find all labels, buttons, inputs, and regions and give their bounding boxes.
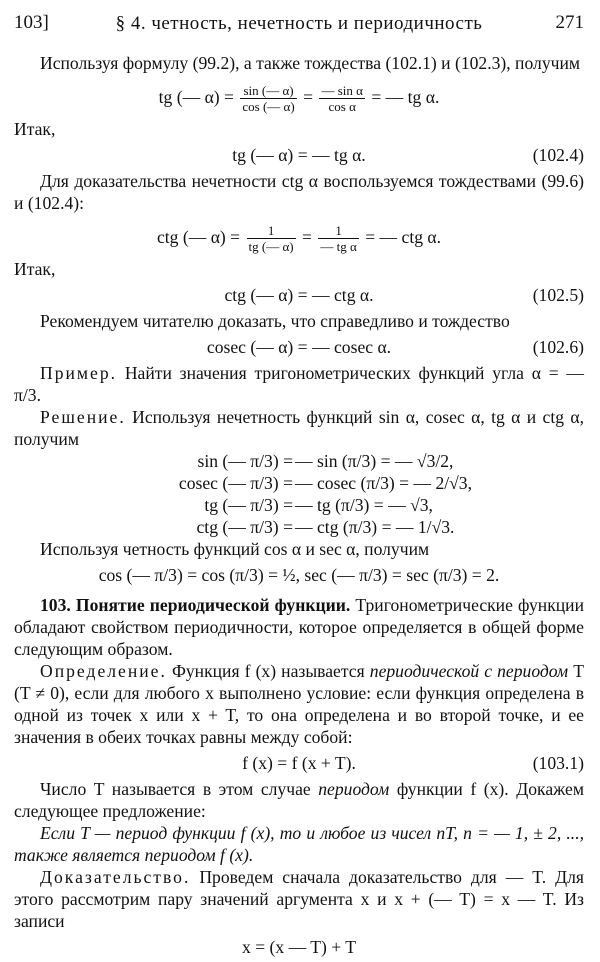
text-itak: Итак,	[14, 119, 56, 139]
paragraph-ctg: Для доказательства нечетности ctg α воспользуемся тождествами (99.6) и (102.4):	[14, 171, 584, 213]
page-number-right: 271	[555, 12, 584, 33]
example-label: Пример.	[40, 363, 118, 383]
paragraph-proof: Доказательство. Проведем сначала доказательство для — T. Для этого рассмотрим пару значений аргумента x и x + (— T) = x — T. Из записи	[14, 867, 584, 931]
paragraph-period: Число T называется в этом случае периодом функции f (x). Докажем следующее предложение:	[14, 779, 584, 821]
equation-cos-sec: cos (— π/3) = cos (π/3) = ½, sec (— π/3) = sec (π/3) = 2.	[98, 565, 500, 585]
eq-rhs: = — ctg α.	[365, 227, 442, 247]
section-103: 103. Понятие периодической функции. Тригонометрические функции обладают свойством периодичности, которое определяется в общей форме следующим образом.	[14, 595, 584, 659]
section-heading: § 4. четность, нечетность и периодичность	[115, 13, 483, 34]
paragraph-example: Пример. Найти значения тригонометрических функций угла α = — π/3.	[14, 363, 584, 405]
equation-number: (102.4)	[532, 145, 584, 165]
paragraph-solution: Решение. Используя нечетность функций sin α, cosec α, tg α и ctg α, получим	[14, 407, 584, 449]
emphasis: периодом	[318, 779, 390, 799]
equation-103-1: f (x) = f (x + T). (103.1)	[14, 748, 584, 778]
example-values	[14, 450, 584, 538]
page-number-left: 103]	[14, 12, 49, 33]
equation-102-5: ctg (— α) = — ctg α. (102.5)	[14, 280, 584, 310]
equation-number: (103.1)	[532, 753, 584, 773]
example-line: ctg (— π/3) = — ctg (π/3) = — 1/√3.	[196, 517, 455, 537]
paragraph-intro: Используя формулу (99.2), а также тождества (102.1) и (102.3), получим	[40, 53, 581, 73]
equation-number: (102.5)	[532, 285, 584, 305]
page-body	[14, 52, 584, 962]
eq-lhs: ctg (— α) =	[156, 227, 241, 247]
page-header	[14, 12, 584, 38]
eq-lhs: tg (— α) =	[158, 87, 234, 107]
eq-sign: =	[303, 87, 314, 107]
example-line: tg (— π/3) = — tg (π/3) = — √3,	[204, 495, 433, 515]
section-title: 103. Понятие периодической функции.	[40, 595, 351, 615]
example-line: sin (— π/3) = — sin (π/3) = — √3/2,	[197, 451, 454, 471]
definition-label: Определение.	[40, 661, 167, 681]
solution-label: Решение.	[40, 407, 126, 427]
fraction: $\frac{1}{\text{— tg α}}$	[320, 223, 357, 255]
proof-label: Доказательство.	[40, 867, 191, 887]
fraction: $\frac{1}{tg (— \alpha)}$	[248, 223, 294, 255]
paragraph-recommend: Рекомендуем читателю доказать, что справедливо и тождество	[40, 311, 510, 331]
proposition: Если T — период функции f (x), то и любое из чисел nT, n = — 1, ± 2, ..., также является периодом f (x).	[14, 823, 584, 865]
emphasis: периодической с периодом	[369, 661, 569, 681]
example-line: cosec (— π/3) = — cosec (π/3) = — 2/√3,	[178, 473, 472, 493]
equation-tg-odd	[14, 74, 584, 118]
fraction: $\frac{\text{— sin α}}{\text{cos α}}$	[321, 83, 363, 115]
equation-102-6: cosec (— α) = — cosec α. (102.6)	[14, 332, 584, 362]
eq-rhs: = — tg α.	[371, 87, 440, 107]
paragraph-definition: Определение. Функция f (x) называется периодической с периодом T (T ≠ 0), если для любого x выполнено условие: если функция определена в одной из точек x или x + T, то она определена и во второй точке, и ее значения в обеих точках равны между собой:	[14, 661, 584, 747]
eq-sign: =	[302, 227, 312, 247]
paragraph-even: Используя четность функций cos α и sec α, получим	[40, 539, 430, 559]
fraction: $\frac{\sin (— \alpha)}{\cos (— \alpha)}$	[242, 83, 295, 115]
equation-last: x = (x — T) + T	[242, 937, 356, 957]
text-itak: Итак,	[14, 259, 56, 279]
equation-number: (102.6)	[532, 337, 584, 357]
equation-ctg-odd	[14, 214, 584, 258]
equation-102-4: tg (— α) = — tg α. (102.4)	[14, 140, 584, 170]
